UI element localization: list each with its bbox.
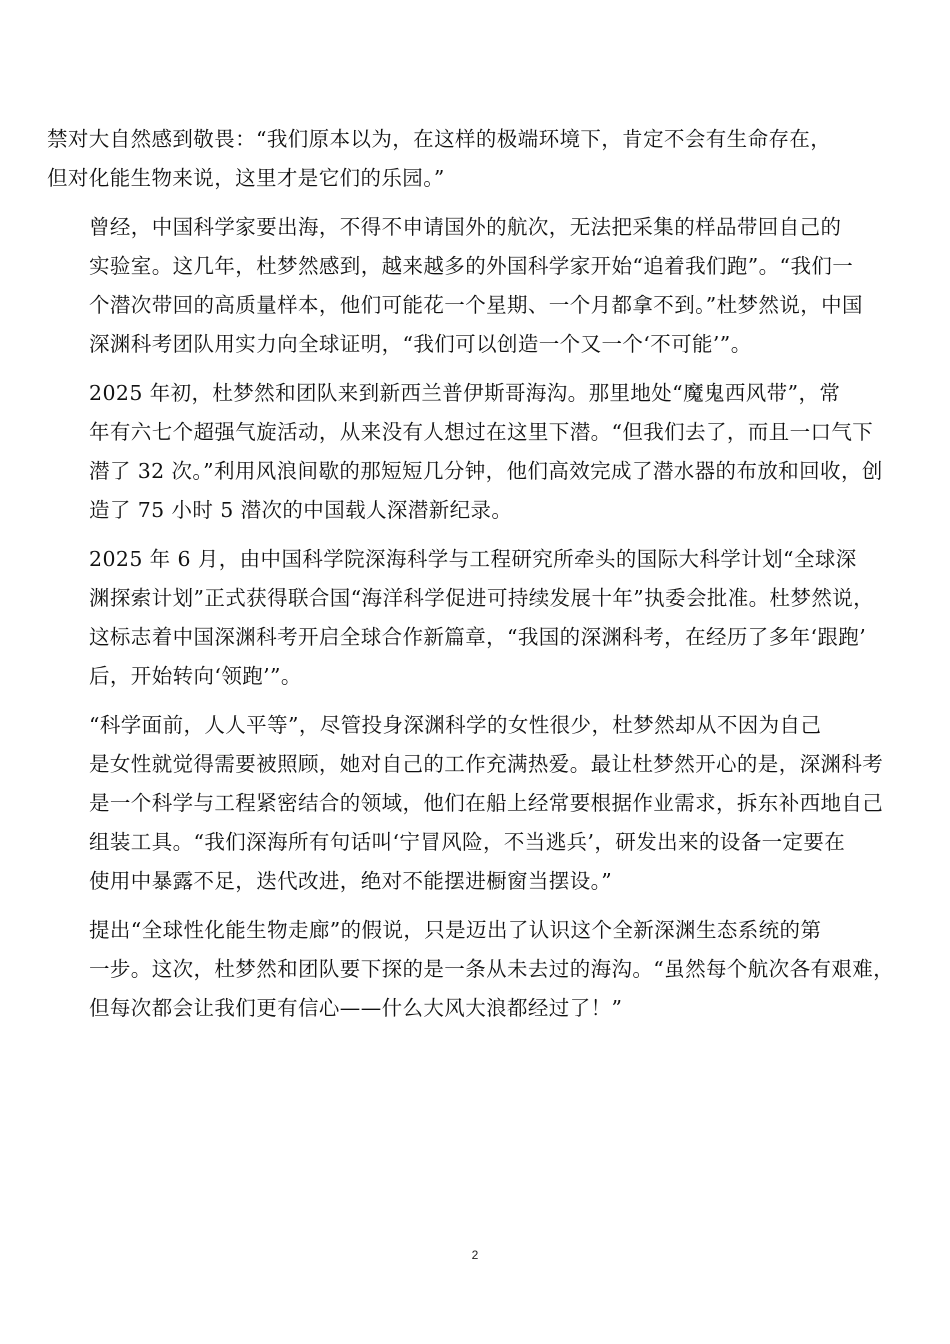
text-line: 曾经，中国科学家要出海，不得不申请国外的航次，无法把采集的样品带回自己的 xyxy=(89,215,842,239)
text-line: 造了 75 小时 5 潜次的中国载人深潜新纪录。 xyxy=(89,498,513,522)
text-line: 年有六七个超强气旋活动，从来没有人想过在这里下潜。“但我们去了，而且一口气下 xyxy=(89,420,874,444)
text-line: 提出“全球性化能生物走廊”的假说，只是迈出了认识这个全新深渊生态系统的第 xyxy=(89,918,822,942)
text-line: 2025 年 6 月，由中国科学院深海科学与工程研究所牵头的国际大科学计划“全球深 xyxy=(89,547,857,571)
text-line: 这标志着中国深渊科考开启全球合作新篇章，“我国的深渊科考，在经历了多年‘跟跑’ xyxy=(89,625,867,649)
paragraph-4 xyxy=(47,540,899,696)
text-line: 个潜次带回的高质量样本，他们可能花一个星期、一个月都拿不到。”杜梦然说，中国 xyxy=(89,293,863,317)
page-number: 2 xyxy=(471,1248,479,1262)
text-line: 2025 年初，杜梦然和团队来到新西兰普伊斯哥海沟。那里地处“魔鬼西风带”，常 xyxy=(89,381,841,405)
text-line: 但对化能生物来说，这里才是它们的乐园。” xyxy=(47,166,445,190)
text-line: 潜了 32 次。”利用风浪间歇的那短短几分钟，他们高效完成了潜水器的布放和回收，创 xyxy=(89,459,883,483)
article-body xyxy=(47,120,899,1028)
text-line: 是女性就觉得需要被照顾，她对自己的工作充满热爱。最让杜梦然开心的是，深渊科考 xyxy=(89,752,884,776)
paragraph-2 xyxy=(47,208,899,364)
text-line: 一步。这次，杜梦然和团队要下探的是一条从未去过的海沟。“虽然每个航次各有艰难， xyxy=(89,957,895,981)
text-line: 但每次都会让我们更有信心——什么大风大浪都经过了！” xyxy=(89,996,623,1020)
text-line: 渊探索计划”正式获得联合国“海洋科学促进可持续发展十年”执委会批准。杜梦然说， xyxy=(89,586,875,610)
text-line: 是一个科学与工程紧密结合的领域，他们在船上经常要根据作业需求，拆东补西地自己 xyxy=(89,791,884,815)
paragraph-5 xyxy=(47,706,899,901)
text-line: 实验室。这几年，杜梦然感到，越来越多的外国科学家开始“追着我们跑”。“我们一 xyxy=(89,254,854,278)
text-line: 后，开始转向‘领跑’”。 xyxy=(89,664,302,688)
text-line: “科学面前，人人平等”，尽管投身深渊科学的女性很少，杜梦然却从不因为自己 xyxy=(89,713,822,737)
text-line: 深渊科考团队用实力向全球证明，“我们可以创造一个又一个‘不可能’”。 xyxy=(89,332,752,356)
text-line: 禁对大自然感到敬畏：“我们原本以为，在这样的极端环境下，肯定不会有生命存在， xyxy=(47,127,832,151)
text-line: 使用中暴露不足，迭代改进，绝对不能摆进橱窗当摆设。” xyxy=(89,869,613,893)
paragraph-1 xyxy=(47,120,899,198)
text-line: 组装工具。“我们深海所有句话叫‘宁冒风险，不当逃兵’，研发出来的设备一定要在 xyxy=(89,830,846,854)
paragraph-6 xyxy=(47,911,899,1028)
paragraph-3 xyxy=(47,374,899,530)
